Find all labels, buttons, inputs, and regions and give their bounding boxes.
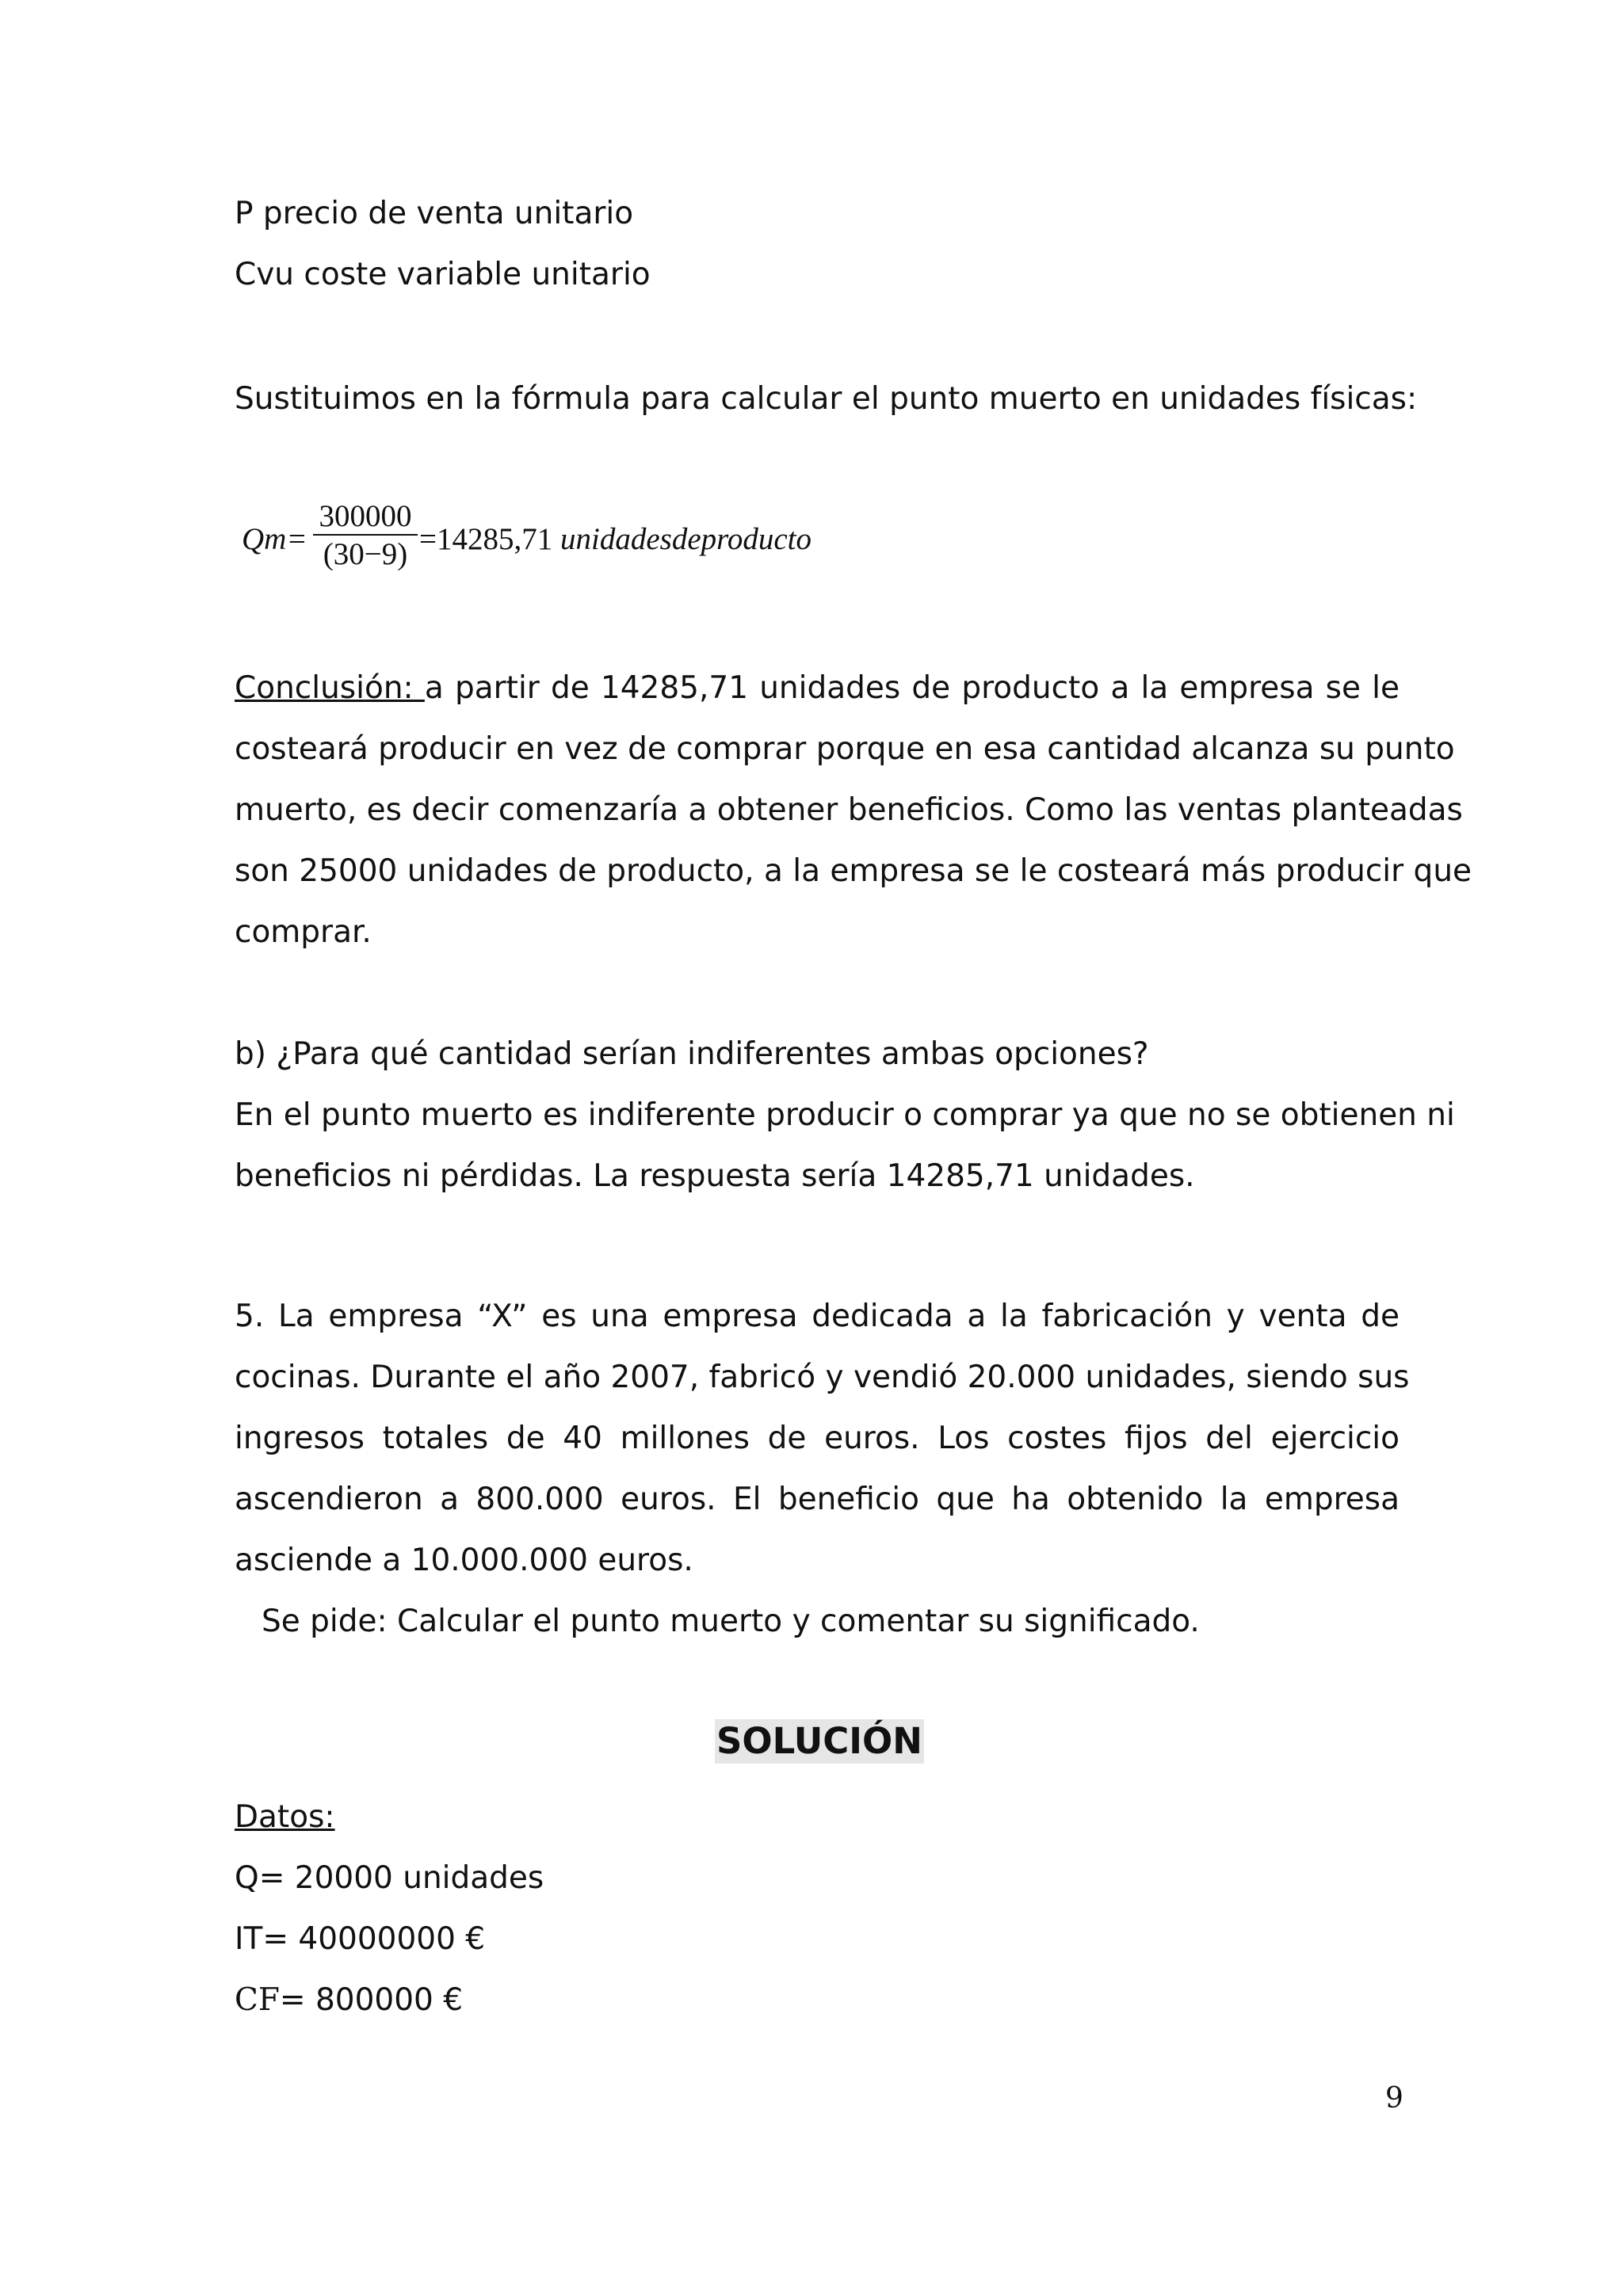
formula-unit: unidadesdeproducto [560, 522, 812, 556]
answer-b-line-2: beneficios ni pérdidas. La respuesta sería 14285,71 unidades. [235, 1158, 1195, 1194]
problem5-line-3: ingresos totales de 40 millones de euros. Los costes fijos del ejercicio [235, 1421, 1400, 1456]
datos-label: Datos: [235, 1799, 335, 1835]
formula-lhs: Qm= [242, 522, 307, 556]
conclusion-line-5: comprar. [235, 914, 372, 950]
datos-it: IT= 40000000 € [235, 1921, 486, 1957]
problem5-line-4: ascendieron a 800.000 euros. El beneficio que ha obtenido la empresa [235, 1482, 1400, 1517]
problem5-line-5: asciende a 10.000.000 euros. [235, 1543, 693, 1578]
formula-denominator: (30−9) [323, 537, 408, 571]
conclusion-line-2: costeará producir en vez de comprar porque en esa cantidad alcanza su punto [235, 731, 1455, 767]
formula-result: 14285,71 [437, 522, 553, 556]
formula-rhs [419, 521, 812, 557]
conclusion-line-3: muerto, es decir comenzaría a obtener beneficios. Como las ventas planteadas [235, 792, 1463, 828]
datos-cf-value: = 800000 € [279, 1982, 464, 2018]
datos-cf-label: CF [235, 1982, 280, 2018]
problem5-line-2: cocinas. Durante el año 2007, fabricó y vendió 20.000 unidades, siendo sus [235, 1360, 1410, 1395]
definition-p: P precio de venta unitario [235, 196, 634, 231]
conclusion-line-1: Conclusión: a partir de 14285,71 unidades de producto a la empresa se le [235, 670, 1400, 706]
substitution-sentence: Sustituimos en la fórmula para calcular el punto muerto en unidades físicas: [235, 381, 1418, 417]
datos-cf [235, 1981, 463, 2019]
answer-b-line-1: En el punto muerto es indiferente producir o comprar ya que no se obtienen ni [235, 1097, 1455, 1133]
solution-heading: SOLUCIÓN [716, 1720, 922, 1762]
page-number: 9 [1385, 2082, 1403, 2115]
problem5-line-1: 5. La empresa “X” es una empresa dedicada a la fabricación y venta de [235, 1299, 1400, 1334]
question-b: b) ¿Para qué cantidad serían indiferentes ambas opciones? [235, 1036, 1149, 1072]
datos-q: Q= 20000 unidades [235, 1860, 544, 1896]
definition-cvu: Cvu coste variable unitario [235, 257, 651, 292]
formula-equals: = [419, 522, 437, 556]
se-pide: Se pide: Calcular el punto muerto y comentar su significado. [262, 1604, 1200, 1639]
conclusion-line-4: son 25000 unidades de producto, a la empresa se le costeará más producir que [235, 853, 1472, 889]
formula-numerator: 300000 [313, 499, 418, 536]
formula-fraction [313, 499, 418, 574]
conclusion-label: Conclusión: [235, 670, 425, 706]
